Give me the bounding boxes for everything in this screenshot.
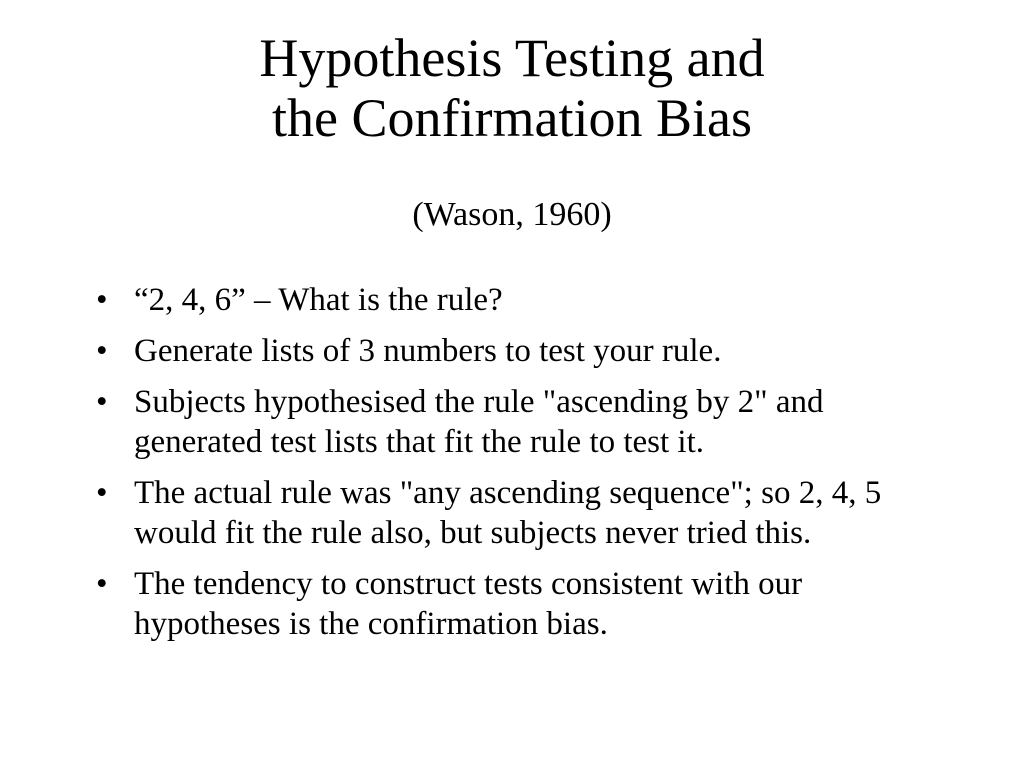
bullet-icon: • [96, 384, 108, 420]
bullet-list [96, 280, 956, 655]
bullet-text: Generate lists of 3 numbers to test your rule. [134, 333, 722, 369]
bullet-icon: • [96, 333, 108, 369]
bullet-text: The tendency to construct tests consistent with our hypotheses is the confirmation bias. [134, 566, 803, 642]
bullet-item [96, 473, 956, 553]
bullet-icon: • [96, 566, 108, 602]
bullet-text: The actual rule was "any ascending sequence"; so 2, 4, 5 would fit the rule also, but subjects never tried this. [134, 475, 882, 551]
bullet-text: Subjects hypothesised the rule "ascending by 2" and generated test lists that fit the rule to test it. [134, 384, 824, 460]
bullet-icon: • [96, 475, 108, 511]
slide-subtitle: (Wason, 1960) [412, 196, 612, 233]
bullet-item [96, 564, 956, 644]
bullet-item [96, 280, 956, 320]
bullet-text: “2, 4, 6” – What is the rule? [134, 282, 503, 318]
bullet-item [96, 331, 956, 371]
slide-title-line-1: Hypothesis Testing and [259, 28, 765, 88]
slide-title-line-2: the Confirmation Bias [272, 88, 752, 148]
slide-title [0, 28, 1024, 148]
bullet-icon: • [96, 282, 108, 318]
bullet-item [96, 382, 956, 462]
